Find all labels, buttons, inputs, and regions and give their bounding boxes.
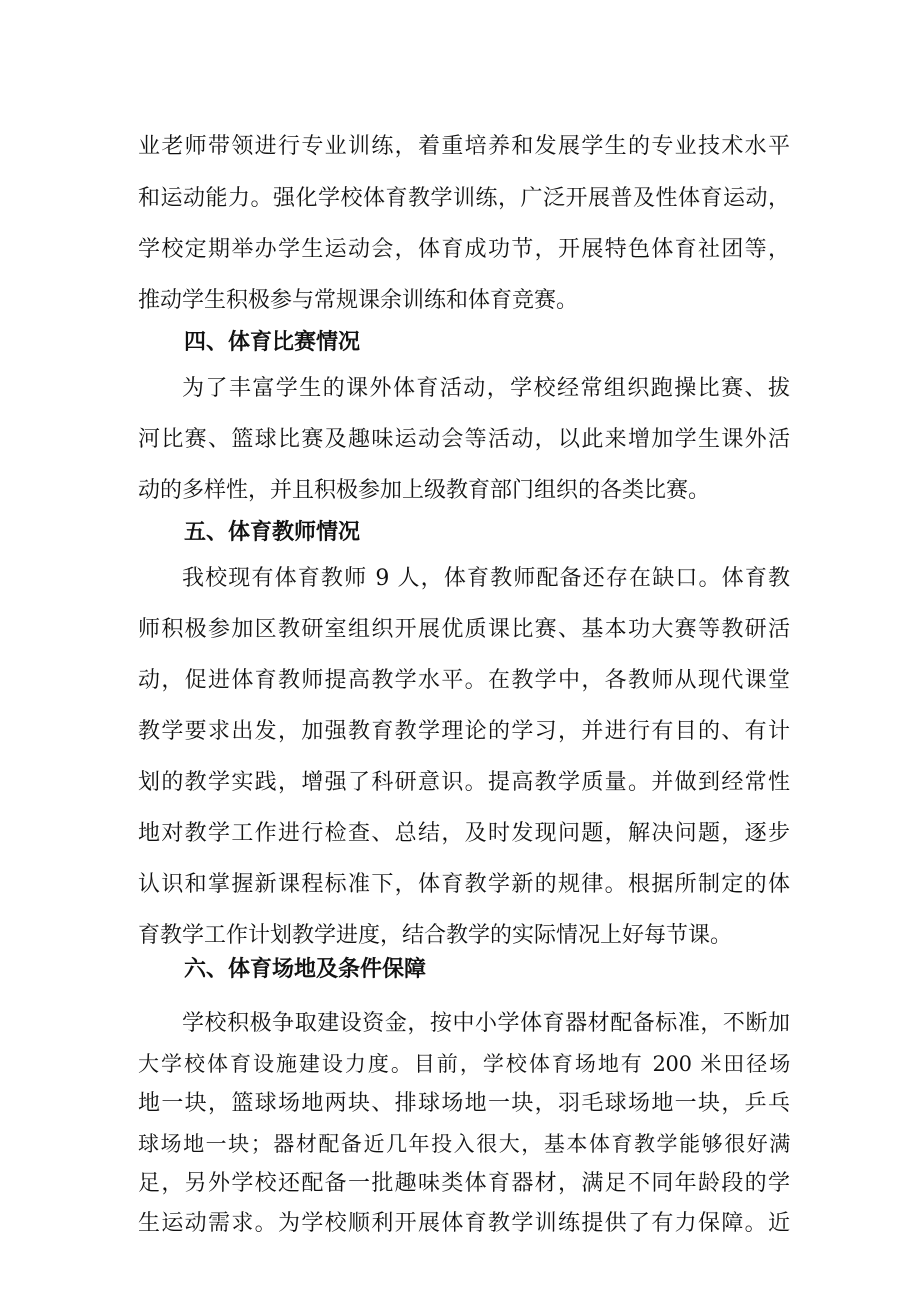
section5-heading: 五、体育教师情况 (184, 520, 361, 545)
section6-line-1: 学校积极争取建设资金，按中小学体育器材配备标准，不断加 (182, 1011, 790, 1036)
intro-line-2: 和运动能力。强化学校体育教学训练，广泛开展普及性体育运动， (138, 186, 790, 211)
intro-line-1: 业老师带领进行专业训练，着重培养和发展学生的专业技术水平 (138, 134, 790, 159)
section5-line-4: 教学要求出发，加强教育教学理论的学习，并进行有目的、有计 (138, 719, 790, 744)
section5-line-7: 认识和掌握新课程标准下，体育教学新的规律。根据所制定的体 (138, 872, 790, 897)
section4-line-2: 河比赛、篮球比赛及趣味运动会等活动，以此来增加学生课外活 (138, 427, 790, 452)
intro-line-4: 推动学生积极参与常规课余训练和体育竞赛。 (138, 288, 579, 313)
section6-line-5: 足，另外学校还配备一批趣味类体育器材，满足不同年龄段的学 (138, 1171, 790, 1196)
section6-line-3: 地一块，篮球场地两块、排球场地一块，羽毛球场地一块，乒乓 (138, 1091, 790, 1116)
section6-heading: 六、体育场地及条件保障 (184, 957, 427, 982)
section4-line-1: 为了丰富学生的课外体育活动，学校经常组织跑操比赛、拔 (182, 376, 790, 401)
section5-line-2: 师积极参加区教研室组织开展优质课比赛、基本功大赛等教研活 (138, 617, 790, 642)
intro-line-3: 学校定期举办学生运动会，体育成功节，开展特色体育社团等， (138, 237, 790, 262)
section5-line-5: 划的教学实践，增强了科研意识。提高教学质量。并做到经常性 (138, 770, 790, 795)
section6-line-2: 大学校体育设施建设力度。目前，学校体育场地有 200 米田径场 (138, 1052, 790, 1076)
section4-heading: 四、体育比赛情况 (184, 330, 361, 355)
section6-line-6: 生运动需求。为学校顺利开展体育教学训练提供了有力保障。近 (138, 1211, 790, 1236)
section4-line-3: 动的多样性，并且积极参加上级教育部门组织的各类比赛。 (138, 478, 711, 503)
section5-line-3: 动，促进体育教师提高教学水平。在教学中，各教师从现代课堂 (138, 668, 790, 693)
section5-line-8: 育教学工作计划教学进度，结合教学的实际情况上好每节课。 (138, 923, 733, 948)
section5-line-1: 我校现有体育教师 9 人，体育教师配备还存在缺口。体育教 (182, 566, 790, 591)
section5-line-6: 地对教学工作进行检查、总结，及时发现问题，解决问题，逐步 (138, 821, 790, 846)
section6-line-4: 球场地一块；器材配备近几年投入很大，基本体育教学能够很好满 (138, 1132, 790, 1156)
